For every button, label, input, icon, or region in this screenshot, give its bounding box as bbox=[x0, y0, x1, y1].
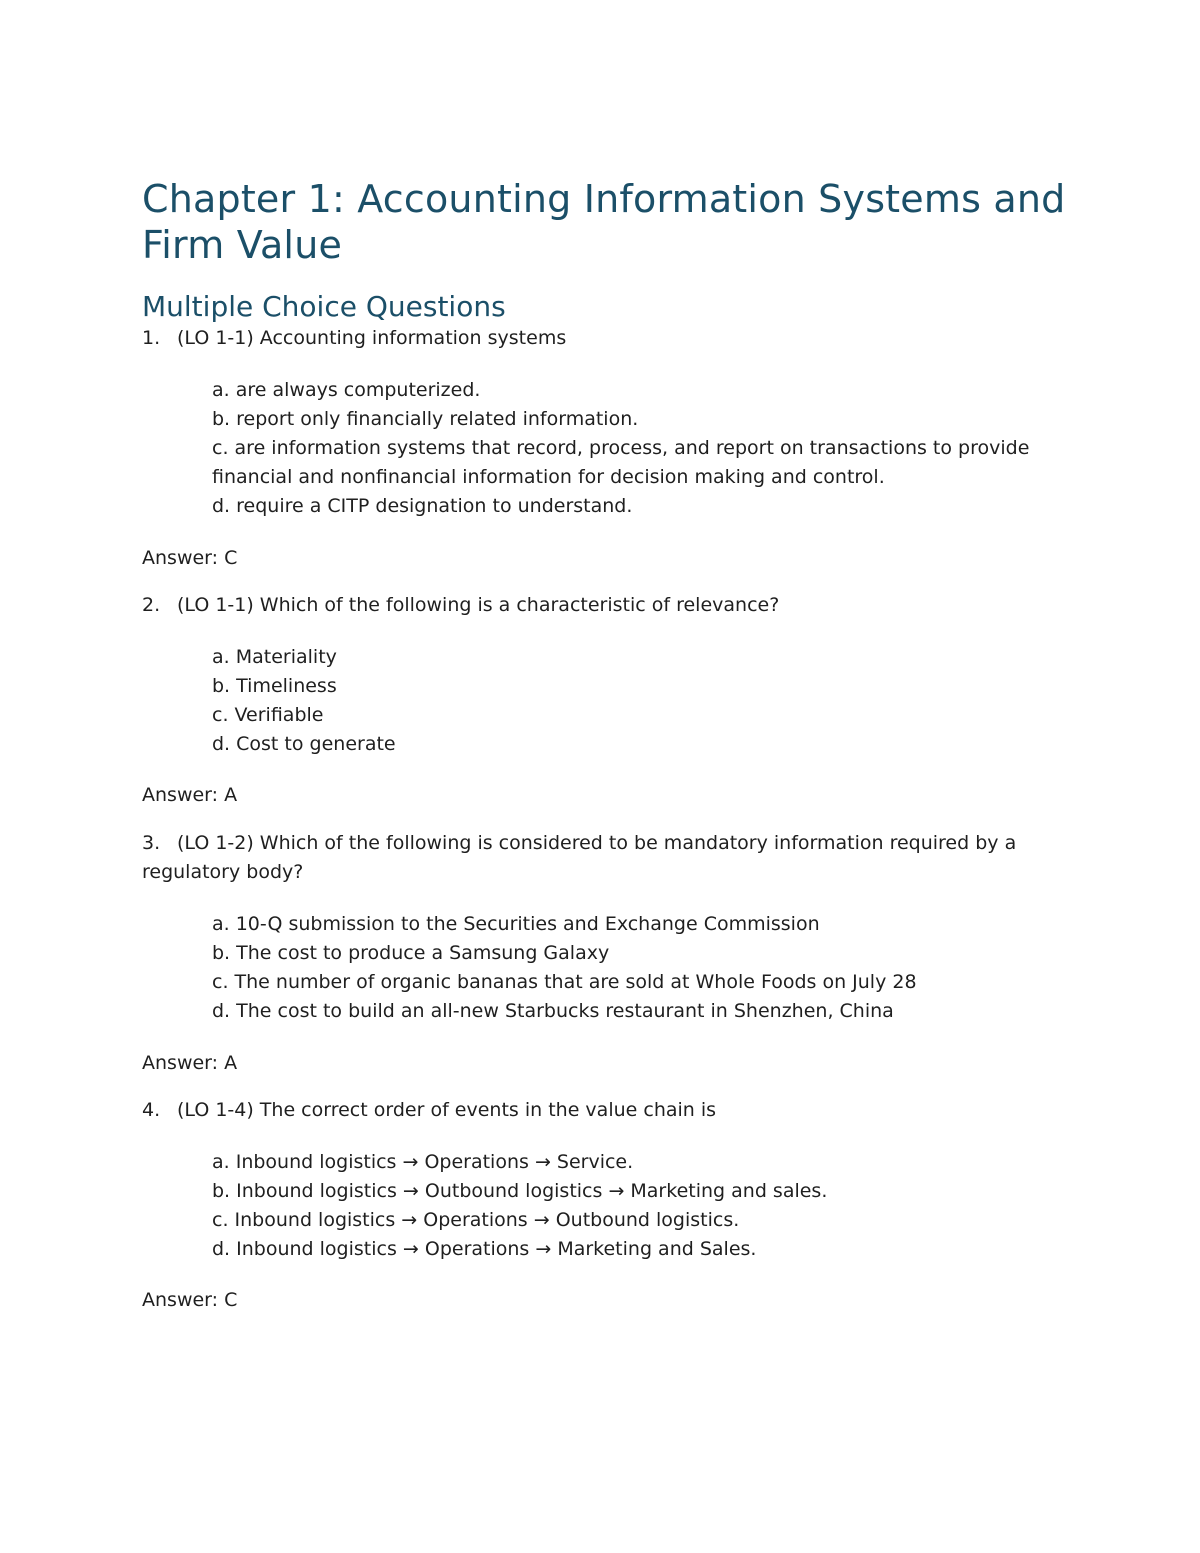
option-b: b. The cost to produce a Samsung Galaxy bbox=[212, 942, 610, 965]
question-stem bbox=[142, 1096, 1072, 1126]
question-list bbox=[142, 324, 1072, 1316]
option-b: b. Timeliness bbox=[212, 674, 337, 697]
question-2 bbox=[142, 591, 1072, 811]
option-c: c. are information systems that record, process, and report on transactions to provide financial and nonfinancial information for decision making and control. bbox=[212, 436, 1030, 489]
answer: Answer: A bbox=[142, 784, 238, 807]
option-b: b. report only financially related information. bbox=[212, 407, 639, 430]
option-d: d. Inbound logistics → Operations → Marketing and Sales. bbox=[212, 1238, 757, 1261]
option-d: d. Cost to generate bbox=[212, 733, 396, 756]
chapter-title: Chapter 1: Accounting Information Systems and Firm Value bbox=[142, 177, 1066, 267]
question-1 bbox=[142, 324, 1072, 573]
question-stem bbox=[142, 829, 1072, 888]
question-3 bbox=[142, 829, 1072, 1078]
answer: Answer: C bbox=[142, 1289, 238, 1312]
question-number: 2. bbox=[142, 594, 161, 617]
document-page bbox=[142, 176, 1072, 1316]
option-list bbox=[142, 910, 1072, 1027]
question-stem bbox=[142, 591, 1072, 621]
question-number: 1. bbox=[142, 327, 161, 349]
option-list bbox=[142, 376, 1072, 522]
question-text: (LO 1-4) The correct order of events in the value chain is bbox=[177, 1099, 717, 1122]
section-title: Multiple Choice Questions bbox=[142, 290, 506, 323]
question-4 bbox=[142, 1096, 1072, 1316]
option-a: a. Inbound logistics → Operations → Service. bbox=[212, 1150, 634, 1173]
option-list bbox=[142, 1148, 1072, 1265]
question-stem bbox=[142, 324, 1072, 354]
option-a: a. 10-Q submission to the Securities and Exchange Commission bbox=[212, 912, 820, 935]
question-number: 3. bbox=[142, 831, 161, 854]
option-c: c. Inbound logistics → Operations → Outbound logistics. bbox=[212, 1209, 740, 1232]
option-a: a. are always computerized. bbox=[212, 378, 481, 401]
option-d: d. require a CITP designation to understand. bbox=[212, 495, 633, 518]
question-text: (LO 1-2) Which of the following is considered to be mandatory information required by a regulatory body? bbox=[142, 831, 1017, 884]
question-text: (LO 1-1) Accounting information systems bbox=[177, 327, 567, 349]
option-c: c. Verifiable bbox=[212, 703, 324, 726]
question-text: (LO 1-1) Which of the following is a characteristic of relevance? bbox=[177, 594, 780, 617]
option-b: b. Inbound logistics → Outbound logistics → Marketing and sales. bbox=[212, 1179, 828, 1202]
option-d: d. The cost to build an all-new Starbucks restaurant in Shenzhen, China bbox=[212, 1000, 894, 1023]
answer: Answer: C bbox=[142, 546, 238, 569]
answer: Answer: A bbox=[142, 1051, 238, 1074]
question-number: 4. bbox=[142, 1099, 161, 1122]
option-c: c. The number of organic bananas that are sold at Whole Foods on July 28 bbox=[212, 971, 917, 994]
option-list bbox=[142, 643, 1072, 760]
option-a: a. Materiality bbox=[212, 645, 337, 668]
